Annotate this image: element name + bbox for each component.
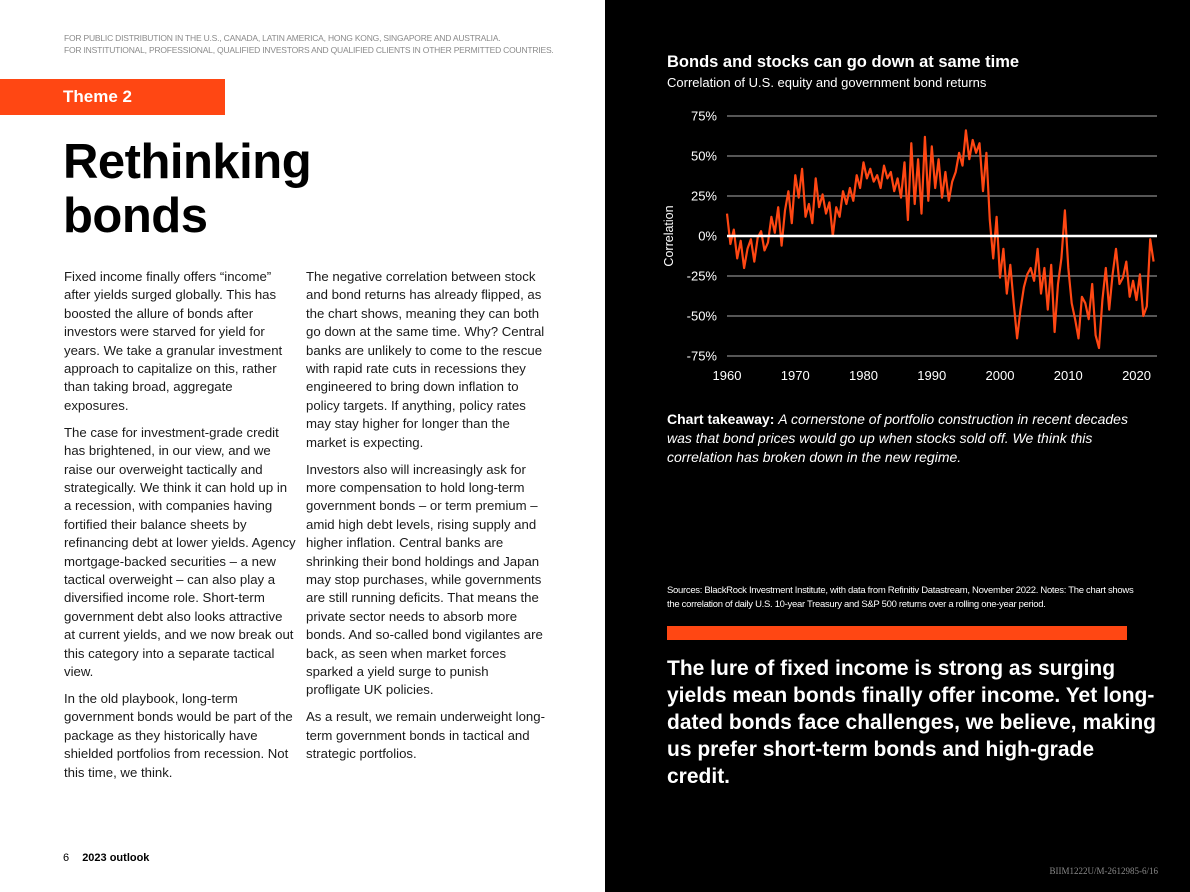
distribution-disclaimer xyxy=(64,32,594,56)
page-number: 6 xyxy=(63,852,70,864)
orange-divider xyxy=(667,626,1127,640)
page-title xyxy=(63,135,463,243)
pull-quote: The lure of fixed income is strong as surging yields mean bonds finally offer income. Yet long-dated bonds face challenges, we believe, making us prefer short-term bonds and high-grade credit. xyxy=(667,657,1156,788)
x-tick-label: 1970 xyxy=(780,368,810,383)
x-tick-label: 1960 xyxy=(712,368,742,383)
body-paragraph: As a result, we remain underweight long-term government bonds in tactical and strategic portfolios. xyxy=(306,709,545,762)
y-tick-label: -50% xyxy=(686,308,717,324)
document-code: BIIM1222U/M-2612985-6/16 xyxy=(1049,866,1158,876)
disclaimer-line-2: FOR INSTITUTIONAL, PROFESSIONAL, QUALIFIED INVESTORS AND QUALIFIED CLIENTS IN OTHER PERMITTED COUNTRIES. xyxy=(64,45,554,55)
y-tick-label: -25% xyxy=(686,268,717,284)
x-tick-label: 2020 xyxy=(1122,368,1151,383)
page-footer xyxy=(63,852,149,864)
chart-takeaway xyxy=(667,410,1147,467)
y-axis-label: Correlation xyxy=(662,205,676,267)
series-line xyxy=(727,130,1154,348)
x-tick-label: 2000 xyxy=(985,368,1015,383)
y-tick-label: 25% xyxy=(690,188,717,204)
takeaway-separator: : xyxy=(769,411,775,427)
correlation-line-chart xyxy=(645,100,1165,390)
page-title-line-1: Rethinking xyxy=(63,135,312,189)
x-tick-label: 1990 xyxy=(917,368,947,383)
theme-label: Theme 2 xyxy=(63,87,132,106)
chart-sources: Sources: BlackRock Investment Institute, with data from Refinitiv Datastream, November 2022. Notes: The chart shows the correlation of daily U.S. 10-year Treasury and S&P 500 returns over a rolling one-year period. xyxy=(667,585,1134,610)
takeaway-text: A cornerstone of portfolio construction in recent decades was that bond prices would go up when stocks sold off. We think this correlation has broken down in the new regime. xyxy=(667,411,1128,465)
body-paragraph: Investors also will increasingly ask for more compensation to hold long-term government bonds – or term premium – amid high debt levels, rising supply and higher inflation. Central banks are shrinking their bond holdings and Japan may stop purchases, while governments are still running deficits. That means the private sector needs to absorb more bonds. And so-called bond vigilantes are back, as seen when market forces sparked a yield surge to punish profligate UK policies. xyxy=(306,461,543,698)
right-page xyxy=(605,0,1190,892)
y-tick-label: -75% xyxy=(686,348,717,364)
y-tick-label: 75% xyxy=(690,108,717,124)
x-tick-label: 1980 xyxy=(849,368,878,383)
y-tick-label: 0% xyxy=(698,228,717,244)
footer-publication: 2023 outlook xyxy=(82,852,150,864)
body-column-2 xyxy=(306,268,546,772)
body-paragraph: In the old playbook, long-term government bonds would be part of the package as they historically have shielded portfolios from recession. Not this time, we think. xyxy=(64,690,293,780)
body-paragraph: The negative correlation between stock and bond returns has already flipped, as the chart shows, meaning they can both go down at the same time. Why? Central banks are unlikely to come to the rescue with rapid rate cuts in recessions they engineered to bring down inflation to policy targets. If anything, policy rates may stay higher for longer than the market is expecting. xyxy=(306,269,545,450)
chart-subtitle: Correlation of U.S. equity and government bond returns xyxy=(667,75,987,90)
body-paragraph: The case for investment-grade credit has brightened, in our view, and we raise our overweight tactically and strategically. We think it can hold up in a recession, with companies having fortified their balance sheets by refinancing debt at lower yields. Agency mortgage-backed securities – a new tactical overweight – can also play a diversified income role. Short-term government debt also looks attractive at current yields, and we now break out this category into a separate tactical view. xyxy=(64,424,296,680)
body-paragraph: Fixed income finally offers “income” after yields surged globally. This has boosted the allure of bonds after investors were starved for yield for years. We take a granular investment approach to capitalize on this, rather than taking broad, aggregate exposures. xyxy=(64,269,283,413)
chart-title: Bonds and stocks can go down at same time xyxy=(667,53,1020,71)
takeaway-label: Chart takeaway xyxy=(667,411,770,427)
x-tick-label: 2010 xyxy=(1053,368,1083,383)
disclaimer-line-1: FOR PUBLIC DISTRIBUTION IN THE U.S., CANADA, LATIN AMERICA, HONG KONG, SINGAPORE AND AUSTRALIA. xyxy=(64,33,501,43)
y-tick-label: 50% xyxy=(690,148,717,164)
body-column-1 xyxy=(64,268,296,790)
theme-bar xyxy=(0,79,225,115)
page-title-line-2: bonds xyxy=(63,189,208,243)
